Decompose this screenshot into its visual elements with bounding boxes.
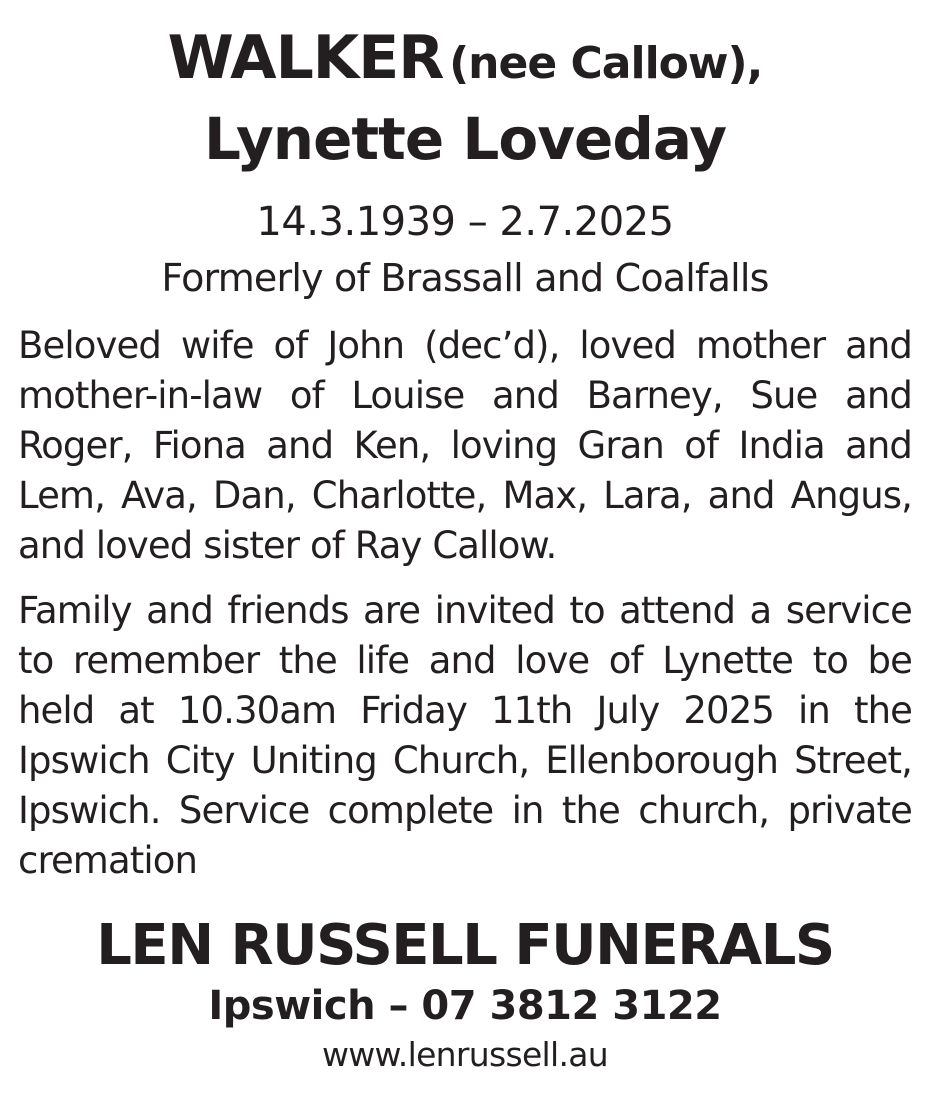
family-paragraph-line: Roger, Fiona and Ken, loving Gran of India and: [18, 424, 912, 467]
service-paragraph-line: Ipswich City Uniting Church, Ellenborough Street,: [18, 739, 912, 782]
funeral-director-location-phone: Ipswich – 07 3812 3122: [208, 983, 722, 1029]
funeral-director-website-row: [0, 1037, 930, 1073]
life-dates: 14.3.1939 – 2.7.2025: [256, 199, 674, 245]
service-paragraph-line: Family and friends are invited to attend a service: [18, 589, 912, 632]
maiden-name: (nee Callow),: [449, 38, 763, 89]
funeral-director-name: LEN RUSSELL FUNERALS: [96, 913, 834, 978]
formerly-of: Formerly of Brassall and Coalfalls: [161, 256, 769, 300]
family-paragraph: [18, 321, 912, 571]
surname: WALKER: [167, 23, 444, 93]
family-paragraph-line: mother-in-law of Louise and Barney, Sue and: [18, 374, 912, 417]
family-paragraph-line: Beloved wife of John (dec’d), loved mother and: [18, 324, 912, 367]
service-paragraph-line: to remember the life and love of Lynette to be: [18, 639, 912, 682]
service-paragraph-line: held at 10.30am Friday 11th July 2025 in the: [18, 689, 912, 732]
given-names: Lynette Loveday: [203, 105, 727, 173]
family-paragraph-line: and loved sister of Ray Callow.: [18, 524, 557, 567]
service-paragraph-line: Ipswich. Service complete in the church, private: [18, 789, 912, 832]
funeral-director-website-link[interactable]: www.lenrussell.au: [321, 1035, 609, 1074]
service-paragraph: [18, 586, 912, 886]
notice-heading-surname-line: [0, 23, 930, 93]
family-paragraph-line: Lem, Ava, Dan, Charlotte, Max, Lara, and Angus,: [18, 474, 912, 517]
service-paragraph-line: cremation: [18, 839, 197, 882]
